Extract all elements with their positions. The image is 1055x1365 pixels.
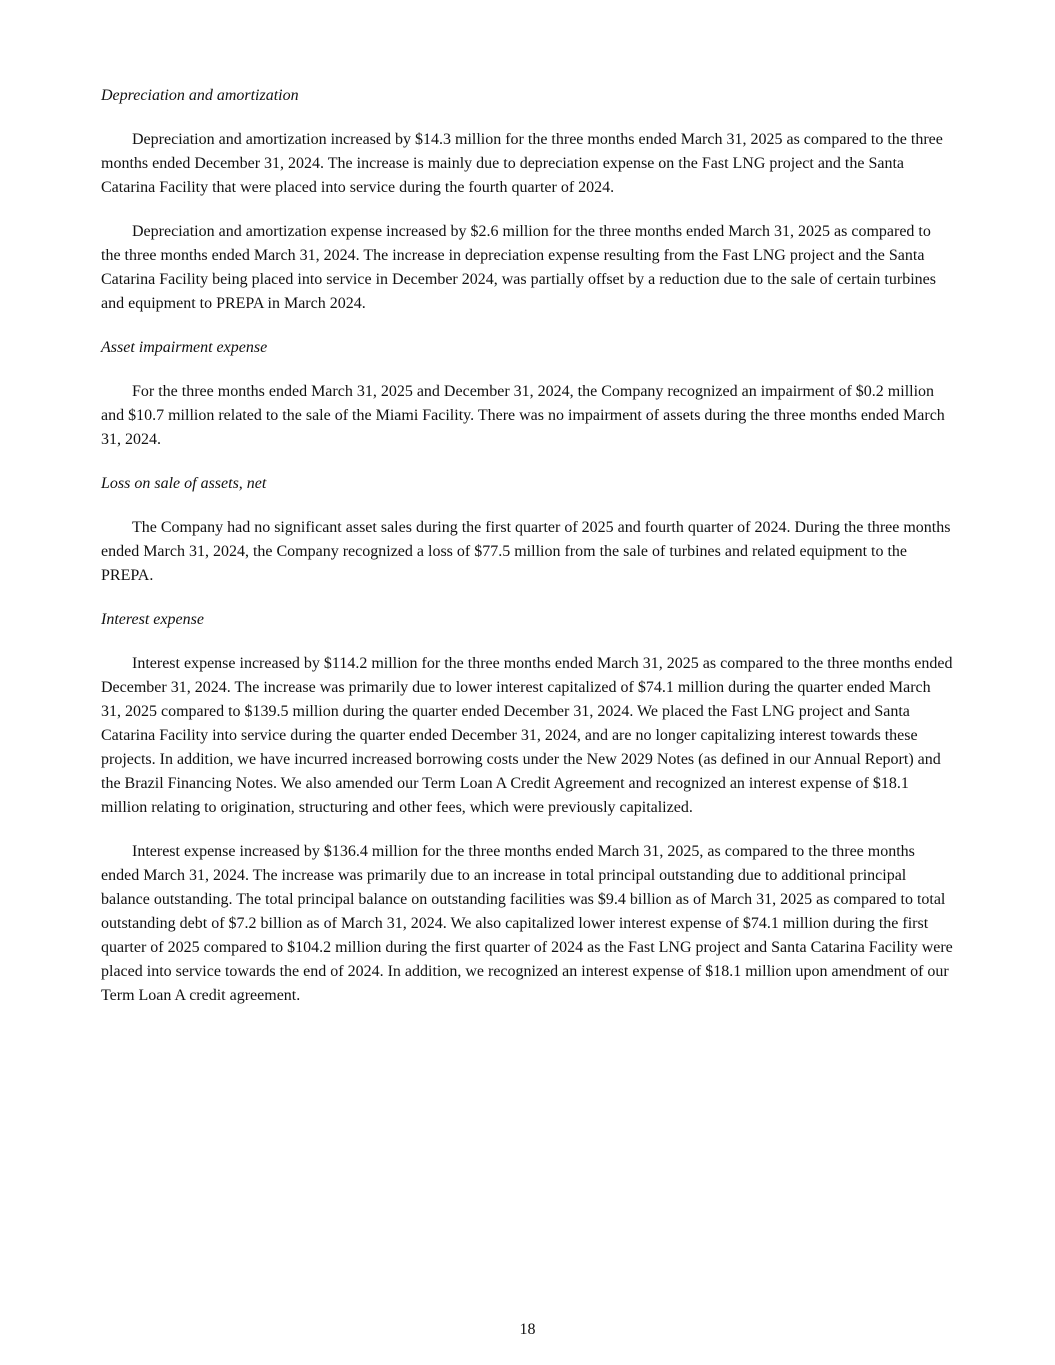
- section-heading: Asset impairment expense: [101, 339, 268, 356]
- paragraph: The Company had no significant asset sales during the first quarter of 2025 and fourth quarter of 2024. During the three months ended March 31, 2024, the Company recognized a loss of $77.5 million from the sale of turbines and related equipment to the PREPA.: [101, 519, 951, 584]
- section-depreciation: [101, 84, 953, 316]
- section-loss-on-sale: [101, 472, 953, 588]
- paragraph: Interest expense increased by $114.2 million for the three months ended March 31, 2025 as compared to the three months ended December 31, 2024. The increase was primarily due to lower interest capitalized of $74.1 million during the quarter ended March 31, 2025 compared to $139.5 million during the quarter ended December 31, 2024. We placed the Fast LNG project and Santa Catarina Facility into service during the quarter ended December 31, 2024, and are no longer capitalizing interest towards these projects. In addition, we have incurred increased borrowing costs under the New 2029 Notes (as defined in our Annual Report) and the Brazil Financing Notes. We also amended our Term Loan A Credit Agreement and recognized an interest expense of $18.1 million relating to origination, structuring and other fees, which were previously capitalized.: [101, 655, 953, 816]
- paragraph: For the three months ended March 31, 2025 and December 31, 2024, the Company recognized an impairment of $0.2 million and $10.7 million related to the sale of the Miami Facility. There was no impairment of assets during the three months ended March 31, 2024.: [101, 383, 945, 448]
- section-interest-expense: [101, 608, 953, 1008]
- page-number: 18: [519, 1321, 536, 1338]
- section-heading: Interest expense: [101, 611, 204, 628]
- paragraph: Depreciation and amortization increased by $14.3 million for the three months ended March 31, 2025 as compared to the three months ended December 31, 2024. The increase is mainly due to depreciation expense on the Fast LNG project and the Santa Catarina Facility that were placed into service during the fourth quarter of 2024.: [101, 131, 943, 196]
- section-heading: Loss on sale of assets, net: [101, 475, 267, 492]
- paragraph: Interest expense increased by $136.4 million for the three months ended March 31, 2025, as compared to the three months ended March 31, 2024. The increase was primarily due to an increase in total principal outstanding due to additional principal balance outstanding. The total principal balance on outstanding facilities was $9.4 billion as of March 31, 2025 as compared to total outstanding debt of $7.2 billion as of March 31, 2024. We also capitalized lower interest expense of $74.1 million during the first quarter of 2025 compared to $104.2 million during the first quarter of 2024 as the Fast LNG project and Santa Catarina Facility were placed into service towards the end of 2024. In addition, we recognized an interest expense of $18.1 million upon amendment of our Term Loan A credit agreement.: [101, 843, 953, 1004]
- paragraph: Depreciation and amortization expense increased by $2.6 million for the three months ended March 31, 2025 as compared to the three months ended March 31, 2024. The increase in depreciation expense resulting from the Fast LNG project and the Santa Catarina Facility being placed into service in December 2024, was partially offset by a reduction due to the sale of certain turbines and equipment to PREPA in March 2024.: [101, 223, 936, 312]
- section-heading: Depreciation and amortization: [101, 87, 299, 104]
- section-asset-impairment: [101, 336, 953, 452]
- page-body: [101, 84, 953, 1028]
